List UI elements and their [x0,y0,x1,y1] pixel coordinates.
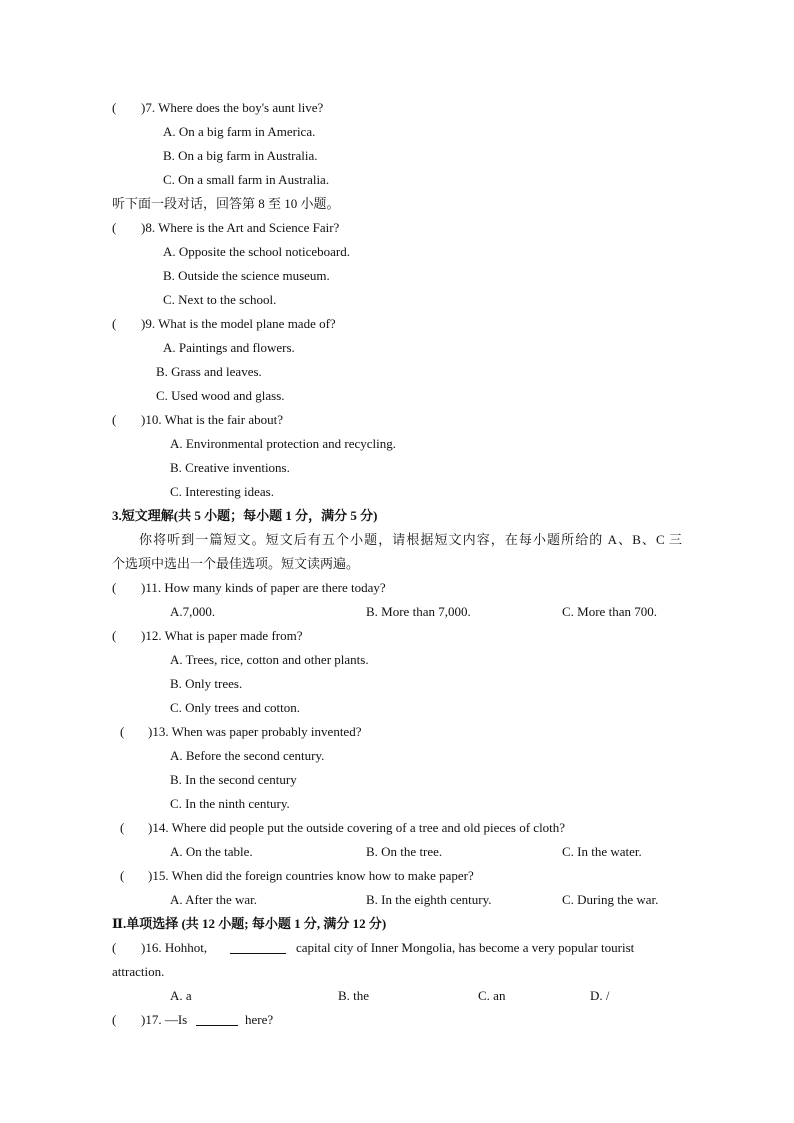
question-12-stem: )12. What is paper made from? [141,628,303,643]
q7-option-b: B. On a big farm in Australia. [163,148,318,163]
question-8-stem: )8. Where is the Art and Science Fair? [141,220,340,235]
answer-paren[interactable]: ( [112,580,117,595]
q14-option-a: A. On the table. [170,844,253,859]
question-17-stem-end: here? [245,1012,274,1027]
question-16-stem-end: capital city of Inner Mongolia, has become a very popular tourist [296,940,635,955]
answer-paren[interactable]: ( [112,1012,117,1027]
question-13-stem: )13. When was paper probably invented? [148,724,362,739]
q16-option-d: D. / [590,988,610,1003]
section-2-heading: Ⅱ.单项选择 (共 12 小题; 每小题 1 分, 满分 12 分) [112,916,387,931]
question-7-stem: )7. Where does the boy's aunt live? [141,100,324,115]
q16-option-c: C. an [478,988,506,1003]
q13-option-c: C. In the ninth century. [170,796,290,811]
q7-option-a: A. On a big farm in America. [163,124,316,139]
q9-option-a: A. Paintings and flowers. [163,340,295,355]
question-15-stem: )15. When did the foreign countries know how to make paper? [148,868,474,883]
q11-option-c: C. More than 700. [562,604,657,619]
answer-paren[interactable]: ( [120,868,125,883]
answer-paren[interactable]: ( [112,316,117,331]
section-3-instruction-line2: 个选项中选出一个最佳选项。短文读两遍。 [112,556,360,571]
q10-option-b: B. Creative inventions. [170,460,290,475]
q10-option-c: C. Interesting ideas. [170,484,274,499]
question-17-stem-start: )17. —Is [141,1012,188,1027]
q15-option-a: A. After the war. [170,892,258,907]
q16-option-a: A. a [170,988,192,1003]
section-3-heading: 3.短文理解(共 5 小题；每小题 1 分，满分 5 分) [112,508,378,523]
question-10-stem: )10. What is the fair about? [141,412,283,427]
dialog-instruction: 听下面一段对话，回答第 8 至 10 小题。 [112,196,340,211]
question-16-stem-start: )16. Hohhot, [141,940,208,955]
q9-option-b: B. Grass and leaves. [156,364,262,379]
q14-option-c: C. In the water. [562,844,642,859]
q12-option-c: C. Only trees and cotton. [170,700,300,715]
q12-option-b: B. Only trees. [170,676,243,691]
q7-option-c: C. On a small farm in Australia. [163,172,330,187]
q14-option-b: B. On the tree. [366,844,443,859]
answer-paren[interactable]: ( [120,724,125,739]
question-11-stem: )11. How many kinds of paper are there today? [141,580,386,595]
section-3-instruction-line1: 你将听到一篇短文。短文后有五个小题，请根据短文内容，在每小题所给的 A、B、C 三 [139,532,682,547]
q15-option-b: B. In the eighth century. [366,892,492,907]
answer-paren[interactable]: ( [112,412,117,427]
question-16-stem-line2: attraction. [112,964,165,979]
q11-option-a: A.7,000. [170,604,216,619]
q12-option-a: A. Trees, rice, cotton and other plants. [170,652,369,667]
answer-paren[interactable]: ( [112,628,117,643]
fill-blank[interactable] [196,1012,238,1028]
question-9-stem: )9. What is the model plane made of? [141,316,336,331]
q8-option-c: C. Next to the school. [163,292,277,307]
q8-option-b: B. Outside the science museum. [163,268,330,283]
fill-blank[interactable] [230,940,286,956]
answer-paren[interactable]: ( [112,940,117,955]
answer-paren[interactable]: ( [112,100,117,115]
answer-paren[interactable]: ( [120,820,125,835]
q8-option-a: A. Opposite the school noticeboard. [163,244,351,259]
q16-option-b: B. the [338,988,370,1003]
q13-option-a: A. Before the second century. [170,748,325,763]
answer-paren[interactable]: ( [112,220,117,235]
q11-option-b: B. More than 7,000. [366,604,471,619]
q13-option-b: B. In the second century [170,772,297,787]
q15-option-c: C. During the war. [562,892,659,907]
q9-option-c: C. Used wood and glass. [156,388,285,403]
q10-option-a: A. Environmental protection and recycling. [170,436,396,451]
question-14-stem: )14. Where did people put the outside covering of a tree and old pieces of cloth? [148,820,566,835]
